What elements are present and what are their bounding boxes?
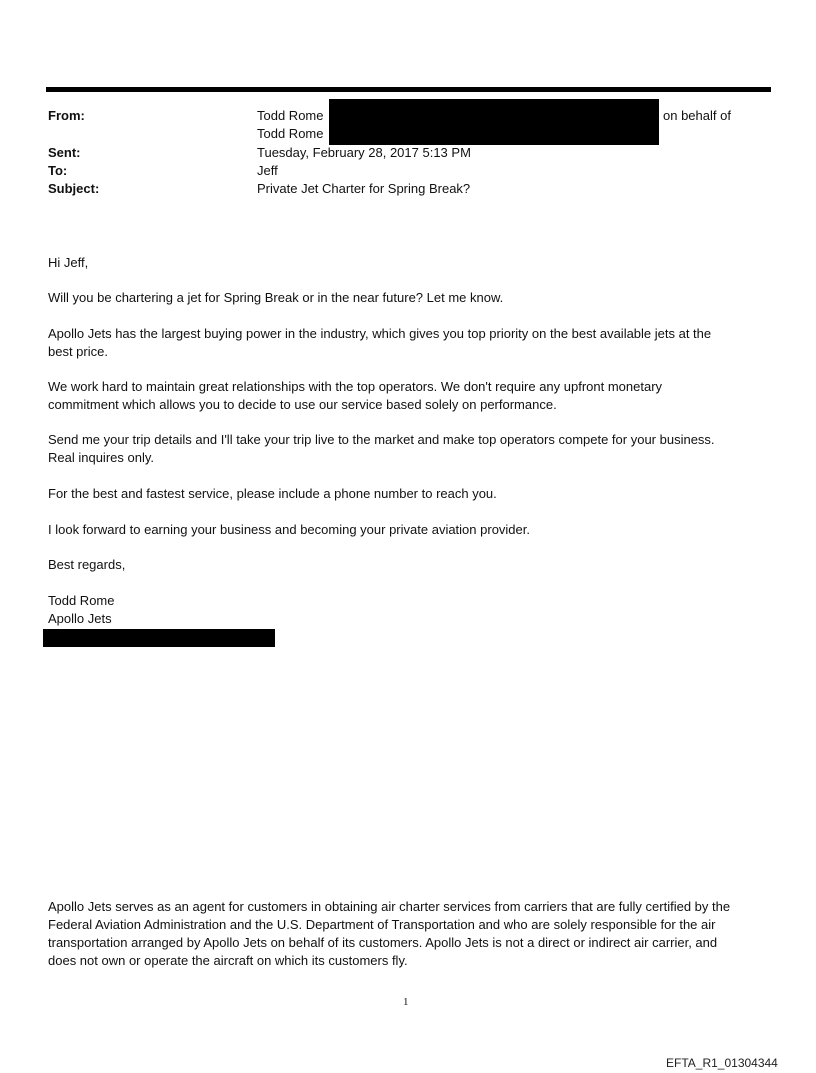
from-label: From: bbox=[48, 108, 85, 123]
greeting: Hi Jeff, bbox=[48, 255, 89, 270]
from-name: Todd Rome bbox=[257, 108, 324, 123]
sent-value: Tuesday, February 28, 2017 5:13 PM bbox=[257, 145, 471, 160]
to-label: To: bbox=[48, 163, 68, 178]
disclaimer-line-3: transportation arranged by Apollo Jets on behalf of its customers. Apollo Jets is not a direct or indirect air carrier, and bbox=[48, 935, 718, 950]
page-number: 1 bbox=[403, 996, 409, 1008]
body-paragraph-6: I look forward to earning your business and becoming your private aviation provider. bbox=[48, 522, 530, 537]
body-paragraph-4-line-1: Send me your trip details and I'll take your trip live to the market and make top operators compete for your business. bbox=[48, 432, 715, 447]
document-id: EFTA_R1_01304344 bbox=[666, 1056, 778, 1070]
to-value: Jeff bbox=[257, 163, 278, 178]
from-on-behalf: on behalf of bbox=[663, 108, 731, 123]
disclaimer-line-2: Federal Aviation Administration and the U.S. Department of Transportation and who are solely responsible for the air bbox=[48, 917, 716, 932]
signature-company: Apollo Jets bbox=[48, 611, 112, 626]
subject-label: Subject: bbox=[48, 181, 100, 196]
body-paragraph-4-line-2: Real inquires only. bbox=[48, 450, 154, 465]
body-paragraph-3-line-1: We work hard to maintain great relationships with the top operators. We don't require any upfront monetary bbox=[48, 379, 663, 394]
closing: Best regards, bbox=[48, 557, 126, 572]
disclaimer-line-1: Apollo Jets serves as an agent for customers in obtaining air charter services from carriers that are fully certified by the bbox=[48, 899, 731, 914]
disclaimer-line-4: does not own or operate the aircraft on which its customers fly. bbox=[48, 953, 408, 968]
signature-name: Todd Rome bbox=[48, 593, 115, 608]
subject-value: Private Jet Charter for Spring Break? bbox=[257, 181, 471, 196]
sent-label: Sent: bbox=[48, 145, 81, 160]
body-paragraph-1: Will you be chartering a jet for Spring Break or in the near future? Let me know. bbox=[48, 290, 504, 305]
body-paragraph-5: For the best and fastest service, please include a phone number to reach you. bbox=[48, 486, 497, 501]
body-paragraph-2-line-1: Apollo Jets has the largest buying power in the industry, which gives you top priority on the best available jets at the bbox=[48, 326, 712, 341]
redaction-signature-contact bbox=[43, 629, 275, 647]
body-paragraph-2-line-2: best price. bbox=[48, 344, 108, 359]
from-name-secondary: Todd Rome bbox=[257, 126, 324, 141]
redaction-from-address bbox=[329, 99, 659, 145]
body-paragraph-3-line-2: commitment which allows you to decide to use our service based solely on performance. bbox=[48, 397, 557, 412]
header-rule bbox=[46, 87, 771, 92]
